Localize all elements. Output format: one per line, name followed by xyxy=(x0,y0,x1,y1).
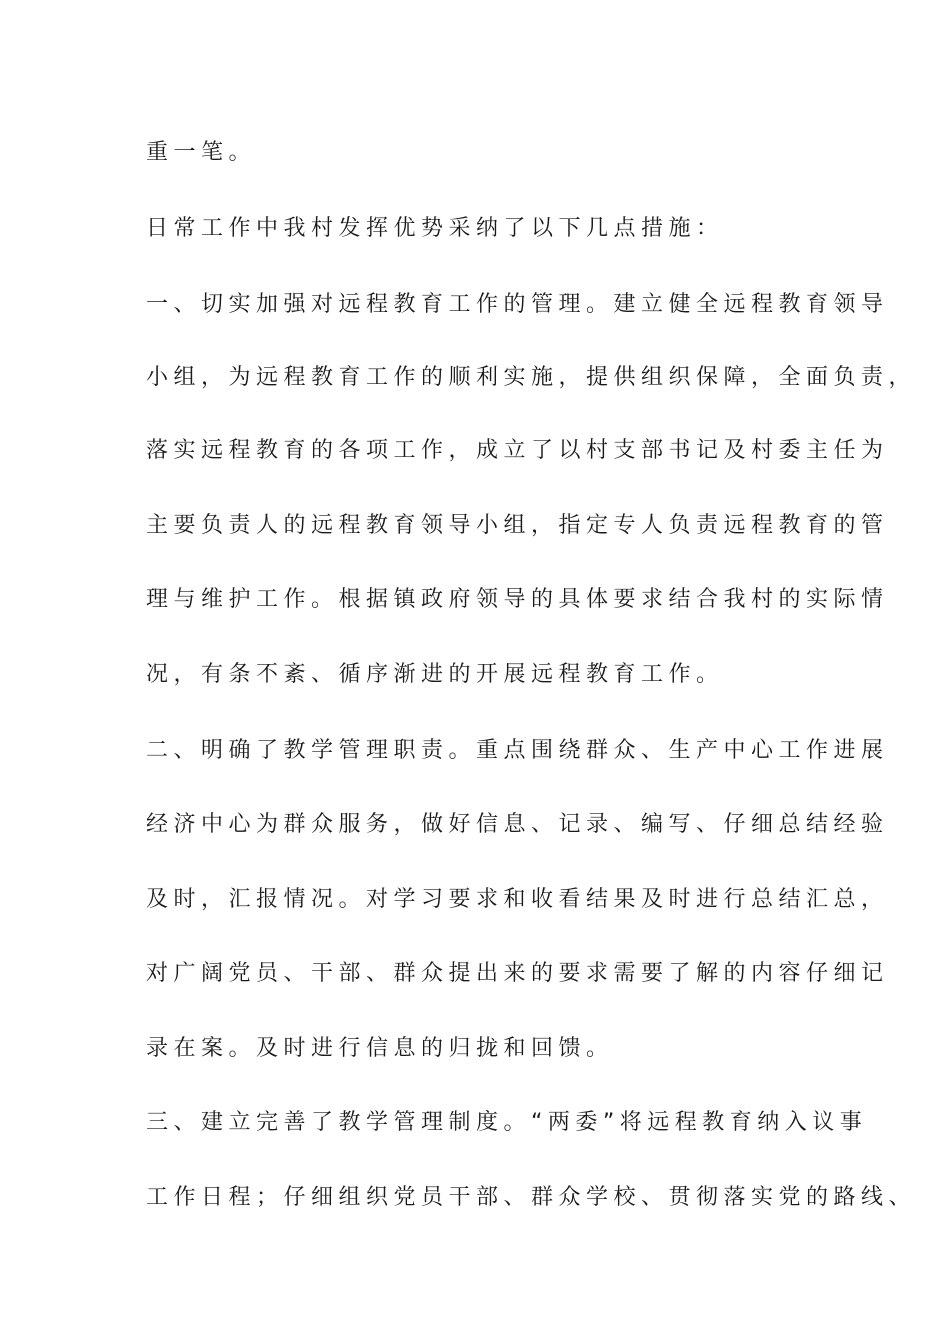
text-line: 主要负责人的远程教育领导小组，指定专人负责远程教育的管 xyxy=(146,513,889,538)
text-line: 况，有条不紊、循序渐进的开展远程教育工作。 xyxy=(146,662,724,687)
text-line: 小组，为远程教育工作的顺利实施，提供组织保障，全面负责， xyxy=(146,365,917,390)
text-line: 日常工作中我村发挥优势采纳了以下几点措施： xyxy=(146,216,724,241)
text-line: 三、建立完善了教学管理制度。“两委”将远程教育纳入议事 xyxy=(146,1110,868,1135)
text-line: 及时，汇报情况。对学习要求和收看结果及时进行总结汇总， xyxy=(146,887,889,912)
text-line: 对广阔党员、干部、群众提出来的要求需要了解的内容仔细记 xyxy=(146,961,889,986)
text-line: 经济中心为群众服务，做好信息、记录、编写、仔细总结经验 xyxy=(146,812,889,837)
text-line: 二、明确了教学管理职责。重点围绕群众、生产中心工作进展 xyxy=(146,738,889,763)
text-line: 理与维护工作。根据镇政府领导的具体要求结合我村的实际情 xyxy=(146,587,889,612)
text-line: 工作日程；仔细组织党员干部、群众学校、贯彻落实党的路线、 xyxy=(146,1185,917,1210)
text-line: 一、切实加强对远程教育工作的管理。建立健全远程教育领导 xyxy=(146,292,889,317)
text-line: 重一笔。 xyxy=(146,140,257,165)
text-line: 落实远程教育的各项工作，成立了以村支部书记及村委主任为 xyxy=(146,438,889,463)
text-line: 录在案。及时进行信息的归拢和回馈。 xyxy=(146,1036,614,1061)
